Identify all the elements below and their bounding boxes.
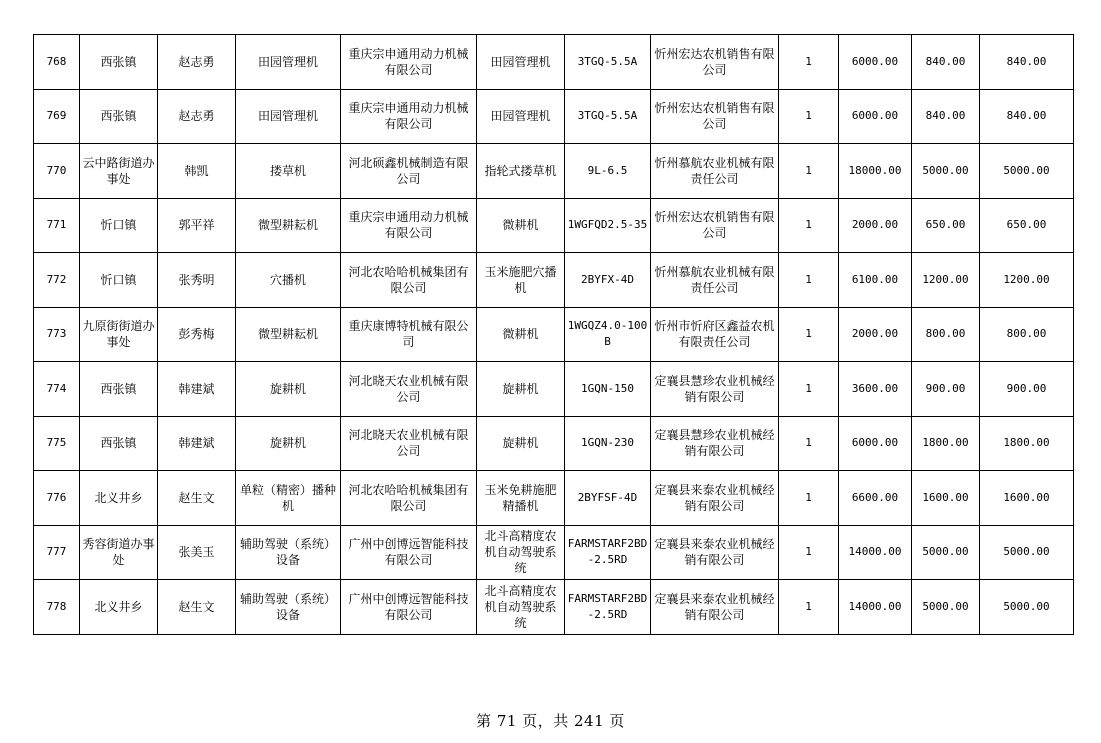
subsidy-total-cell: 5000.00 <box>980 525 1074 580</box>
serial-cell: 772 <box>34 253 80 308</box>
serial-cell: 774 <box>34 362 80 417</box>
machine-category-cell: 田园管理机 <box>236 35 341 90</box>
serial-cell: 775 <box>34 416 80 471</box>
table-row <box>34 362 1074 417</box>
town-cell: 西张镇 <box>80 362 158 417</box>
subsidy-cell: 840.00 <box>912 89 980 144</box>
dealer-cell: 忻州宏达农机销售有限公司 <box>651 198 779 253</box>
subsidy-cell: 1600.00 <box>912 471 980 526</box>
quantity-cell: 1 <box>779 362 839 417</box>
dealer-cell: 定襄县来泰农业机械经销有限公司 <box>651 580 779 635</box>
quantity-cell: 1 <box>779 89 839 144</box>
town-cell: 西张镇 <box>80 35 158 90</box>
price-cell: 6000.00 <box>839 416 912 471</box>
price-cell: 18000.00 <box>839 144 912 199</box>
product-name-cell: 指轮式搂草机 <box>477 144 565 199</box>
town-cell: 九原街街道办事处 <box>80 307 158 362</box>
manufacturer-cell: 河北农哈哈机械集团有限公司 <box>341 471 477 526</box>
model-cell: 9L-6.5 <box>565 144 651 199</box>
product-name-cell: 旋耕机 <box>477 416 565 471</box>
serial-cell: 776 <box>34 471 80 526</box>
dealer-cell: 忻州市忻府区鑫益农机有限责任公司 <box>651 307 779 362</box>
subsidy-cell: 800.00 <box>912 307 980 362</box>
table-row <box>34 471 1074 526</box>
model-cell: 3TGQ-5.5A <box>565 89 651 144</box>
buyer-cell: 赵生文 <box>158 580 236 635</box>
table-row <box>34 253 1074 308</box>
machine-category-cell: 单粒（精密）播种机 <box>236 471 341 526</box>
town-cell: 秀容街道办事处 <box>80 525 158 580</box>
table-body <box>34 35 1074 635</box>
dealer-cell: 忻州慕航农业机械有限责任公司 <box>651 144 779 199</box>
dealer-cell: 忻州宏达农机销售有限公司 <box>651 35 779 90</box>
manufacturer-cell: 重庆宗申通用动力机械有限公司 <box>341 198 477 253</box>
buyer-cell: 赵志勇 <box>158 89 236 144</box>
serial-cell: 773 <box>34 307 80 362</box>
model-cell: 1WGFQD2.5-35 <box>565 198 651 253</box>
manufacturer-cell: 重庆宗申通用动力机械有限公司 <box>341 89 477 144</box>
machine-category-cell: 微型耕耘机 <box>236 307 341 362</box>
model-cell: 2BYFSF-4D <box>565 471 651 526</box>
buyer-cell: 赵志勇 <box>158 35 236 90</box>
quantity-cell: 1 <box>779 525 839 580</box>
product-name-cell: 玉米免耕施肥精播机 <box>477 471 565 526</box>
product-name-cell: 田园管理机 <box>477 35 565 90</box>
subsidy-total-cell: 840.00 <box>980 89 1074 144</box>
product-name-cell: 微耕机 <box>477 307 565 362</box>
machine-category-cell: 辅助驾驶（系统）设备 <box>236 525 341 580</box>
quantity-cell: 1 <box>779 35 839 90</box>
product-name-cell: 玉米施肥穴播机 <box>477 253 565 308</box>
town-cell: 忻口镇 <box>80 253 158 308</box>
subsidy-total-cell: 5000.00 <box>980 144 1074 199</box>
serial-cell: 770 <box>34 144 80 199</box>
machine-category-cell: 旋耕机 <box>236 416 341 471</box>
price-cell: 14000.00 <box>839 525 912 580</box>
town-cell: 西张镇 <box>80 89 158 144</box>
serial-cell: 768 <box>34 35 80 90</box>
table-row <box>34 144 1074 199</box>
buyer-cell: 张秀明 <box>158 253 236 308</box>
manufacturer-cell: 河北硕鑫机械制造有限公司 <box>341 144 477 199</box>
quantity-cell: 1 <box>779 307 839 362</box>
machine-category-cell: 微型耕耘机 <box>236 198 341 253</box>
quantity-cell: 1 <box>779 198 839 253</box>
quantity-cell: 1 <box>779 144 839 199</box>
model-cell: 1GQN-230 <box>565 416 651 471</box>
buyer-cell: 张美玉 <box>158 525 236 580</box>
table-row <box>34 525 1074 580</box>
subsidy-total-cell: 1600.00 <box>980 471 1074 526</box>
subsidy-cell: 5000.00 <box>912 525 980 580</box>
town-cell: 北义井乡 <box>80 471 158 526</box>
model-cell: 1WGQZ4.0-100B <box>565 307 651 362</box>
price-cell: 2000.00 <box>839 307 912 362</box>
subsidy-cell: 1800.00 <box>912 416 980 471</box>
town-cell: 西张镇 <box>80 416 158 471</box>
buyer-cell: 韩凯 <box>158 144 236 199</box>
dealer-cell: 忻州慕航农业机械有限责任公司 <box>651 253 779 308</box>
model-cell: 1GQN-150 <box>565 362 651 417</box>
buyer-cell: 韩建斌 <box>158 416 236 471</box>
model-cell: 3TGQ-5.5A <box>565 35 651 90</box>
subsidy-total-cell: 1800.00 <box>980 416 1074 471</box>
quantity-cell: 1 <box>779 416 839 471</box>
subsidy-table <box>33 34 1074 635</box>
dealer-cell: 定襄县来泰农业机械经销有限公司 <box>651 471 779 526</box>
price-cell: 3600.00 <box>839 362 912 417</box>
price-cell: 6000.00 <box>839 89 912 144</box>
model-cell: FARMSTARF2BD-2.5RD <box>565 580 651 635</box>
price-cell: 2000.00 <box>839 198 912 253</box>
town-cell: 北义井乡 <box>80 580 158 635</box>
manufacturer-cell: 河北晓天农业机械有限公司 <box>341 362 477 417</box>
model-cell: 2BYFX-4D <box>565 253 651 308</box>
table-row <box>34 198 1074 253</box>
subsidy-cell: 5000.00 <box>912 144 980 199</box>
price-cell: 6000.00 <box>839 35 912 90</box>
table-row <box>34 35 1074 90</box>
machine-category-cell: 田园管理机 <box>236 89 341 144</box>
quantity-cell: 1 <box>779 253 839 308</box>
subsidy-cell: 1200.00 <box>912 253 980 308</box>
dealer-cell: 忻州宏达农机销售有限公司 <box>651 89 779 144</box>
town-cell: 云中路街道办事处 <box>80 144 158 199</box>
product-name-cell: 田园管理机 <box>477 89 565 144</box>
price-cell: 14000.00 <box>839 580 912 635</box>
buyer-cell: 韩建斌 <box>158 362 236 417</box>
table-row <box>34 580 1074 635</box>
serial-cell: 769 <box>34 89 80 144</box>
serial-cell: 778 <box>34 580 80 635</box>
subsidy-cell: 840.00 <box>912 35 980 90</box>
subsidy-total-cell: 900.00 <box>980 362 1074 417</box>
model-cell: FARMSTARF2BD-2.5RD <box>565 525 651 580</box>
product-name-cell: 北斗高精度农机自动驾驶系统 <box>477 525 565 580</box>
quantity-cell: 1 <box>779 471 839 526</box>
manufacturer-cell: 重庆康博特机械有限公司 <box>341 307 477 362</box>
product-name-cell: 旋耕机 <box>477 362 565 417</box>
manufacturer-cell: 广州中创博远智能科技有限公司 <box>341 525 477 580</box>
price-cell: 6100.00 <box>839 253 912 308</box>
price-cell: 6600.00 <box>839 471 912 526</box>
subsidy-total-cell: 800.00 <box>980 307 1074 362</box>
product-name-cell: 微耕机 <box>477 198 565 253</box>
machine-category-cell: 穴播机 <box>236 253 341 308</box>
dealer-cell: 定襄县慧珍农业机械经销有限公司 <box>651 416 779 471</box>
quantity-cell: 1 <box>779 580 839 635</box>
product-name-cell: 北斗高精度农机自动驾驶系统 <box>477 580 565 635</box>
machine-category-cell: 辅助驾驶（系统）设备 <box>236 580 341 635</box>
buyer-cell: 赵生文 <box>158 471 236 526</box>
dealer-cell: 定襄县来泰农业机械经销有限公司 <box>651 525 779 580</box>
buyer-cell: 彭秀梅 <box>158 307 236 362</box>
machine-category-cell: 搂草机 <box>236 144 341 199</box>
table-row <box>34 307 1074 362</box>
machine-category-cell: 旋耕机 <box>236 362 341 417</box>
subsidy-total-cell: 840.00 <box>980 35 1074 90</box>
manufacturer-cell: 河北农哈哈机械集团有限公司 <box>341 253 477 308</box>
town-cell: 忻口镇 <box>80 198 158 253</box>
manufacturer-cell: 广州中创博远智能科技有限公司 <box>341 580 477 635</box>
serial-cell: 777 <box>34 525 80 580</box>
dealer-cell: 定襄县慧珍农业机械经销有限公司 <box>651 362 779 417</box>
serial-cell: 771 <box>34 198 80 253</box>
subsidy-total-cell: 1200.00 <box>980 253 1074 308</box>
manufacturer-cell: 重庆宗申通用动力机械有限公司 <box>341 35 477 90</box>
page-number: 第 71 页，共 241 页 <box>476 712 625 730</box>
subsidy-cell: 900.00 <box>912 362 980 417</box>
table-row <box>34 89 1074 144</box>
subsidy-cell: 5000.00 <box>912 580 980 635</box>
manufacturer-cell: 河北晓天农业机械有限公司 <box>341 416 477 471</box>
subsidy-total-cell: 5000.00 <box>980 580 1074 635</box>
subsidy-cell: 650.00 <box>912 198 980 253</box>
table-row <box>34 416 1074 471</box>
subsidy-total-cell: 650.00 <box>980 198 1074 253</box>
buyer-cell: 郭平祥 <box>158 198 236 253</box>
